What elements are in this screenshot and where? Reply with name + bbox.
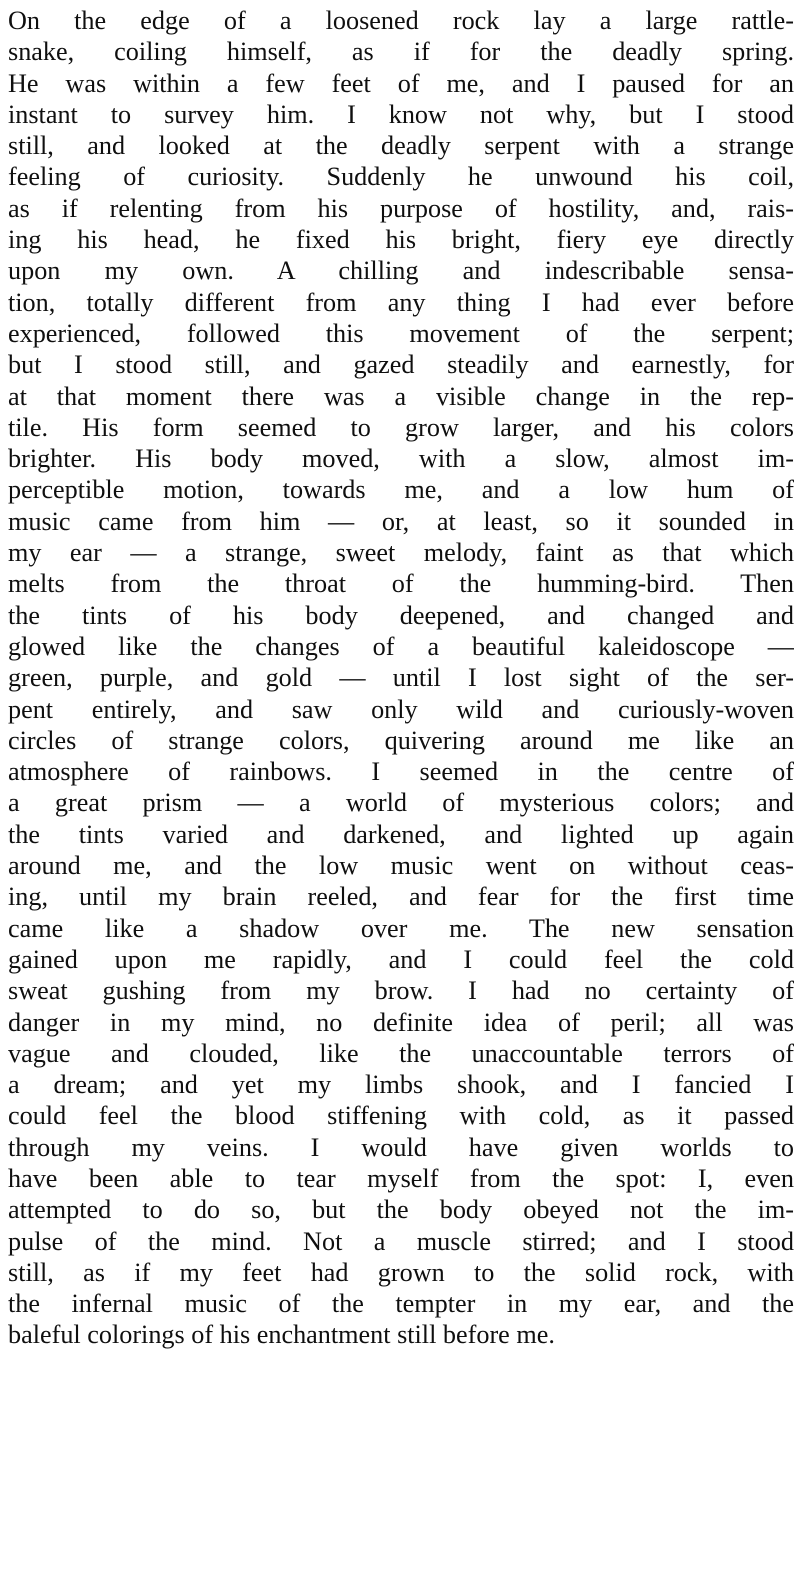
text-line-9: upon my own. A chilling and indescribable sensa-	[8, 256, 794, 286]
text-line-33: danger in my mind, no definite idea of peril; all was	[8, 1007, 794, 1037]
text-line-3: He was within a few feet of me, and I paused for an	[8, 68, 794, 98]
body-text	[8, 5, 794, 1351]
text-line-25: atmosphere of rainbows. I seemed in the centre of	[8, 757, 794, 787]
text-line-20: the tints of his body deepened, and changed and	[8, 600, 794, 630]
text-line-31: gained upon me rapidly, and I could feel the cold	[8, 944, 794, 974]
text-line-2: snake, coiling himself, as if for the deadly spring.	[8, 37, 794, 67]
text-line-29: ing, until my brain reeled, and fear for the first time	[8, 882, 794, 912]
text-line-43: baleful colorings of his enchantment still before me.	[8, 1320, 555, 1350]
text-line-11: experienced, followed this movement of the serpent;	[8, 318, 794, 348]
text-line-40: pulse of the mind. Not a muscle stirred; and I stood	[8, 1226, 794, 1256]
text-line-13: at that moment there was a visible change in the rep-	[8, 381, 794, 411]
text-line-37: through my veins. I would have given worlds to	[8, 1132, 794, 1162]
text-line-39: attempted to do so, but the body obeyed not the im-	[8, 1195, 794, 1225]
text-line-34: vague and clouded, like the unaccountable terrors of	[8, 1038, 794, 1068]
text-line-32: sweat gushing from my brow. I had no certainty of	[8, 976, 794, 1006]
text-line-14: tile. His form seemed to grow larger, and his colors	[8, 412, 794, 442]
text-line-28: around me, and the low music went on without ceas-	[8, 851, 794, 881]
text-line-41: still, as if my feet had grown to the solid rock, with	[8, 1257, 794, 1287]
text-line-23: pent entirely, and saw only wild and curiously-woven	[8, 694, 794, 724]
text-line-1: On the edge of a loosened rock lay a large rattle-	[8, 6, 794, 35]
text-line-6: feeling of curiosity. Suddenly he unwound his coil,	[8, 162, 794, 192]
text-line-18: my ear — a strange, sweet melody, faint as that which	[8, 538, 794, 568]
text-line-12: but I stood still, and gazed steadily and earnestly, for	[8, 350, 794, 380]
text-line-16: perceptible motion, towards me, and a low hum of	[8, 475, 794, 505]
text-line-38: have been able to tear myself from the spot: I, even	[8, 1163, 794, 1193]
text-line-24: circles of strange colors, quivering around me like an	[8, 725, 794, 755]
text-line-5: still, and looked at the deadly serpent with a strange	[8, 131, 794, 161]
text-line-19: melts from the throat of the humming-bird. Then	[8, 569, 794, 599]
text-line-22: green, purple, and gold — until I lost sight of the ser-	[8, 663, 794, 693]
text-line-42: the infernal music of the tempter in my ear, and the	[8, 1289, 794, 1319]
text-line-7: as if relenting from his purpose of hostility, and, rais-	[8, 193, 794, 223]
text-line-26: a great prism — a world of mysterious colors; and	[8, 788, 794, 818]
text-line-10: tion, totally different from any thing I had ever before	[8, 287, 794, 317]
text-line-8: ing his head, he fixed his bright, fiery eye directly	[8, 225, 794, 255]
text-line-4: instant to survey him. I know not why, but I stood	[8, 99, 794, 129]
text-line-27: the tints varied and darkened, and lighted up again	[8, 819, 794, 849]
text-line-17: music came from him — or, at least, so it sounded in	[8, 506, 794, 536]
text-line-35: a dream; and yet my limbs shook, and I fancied I	[8, 1070, 794, 1100]
text-line-30: came like a shadow over me. The new sensation	[8, 913, 794, 943]
text-line-36: could feel the blood stiffening with cold, as it passed	[8, 1101, 794, 1131]
text-line-21: glowed like the changes of a beautiful kaleidoscope —	[8, 631, 794, 661]
text-line-15: brighter. His body moved, with a slow, almost im-	[8, 444, 794, 474]
